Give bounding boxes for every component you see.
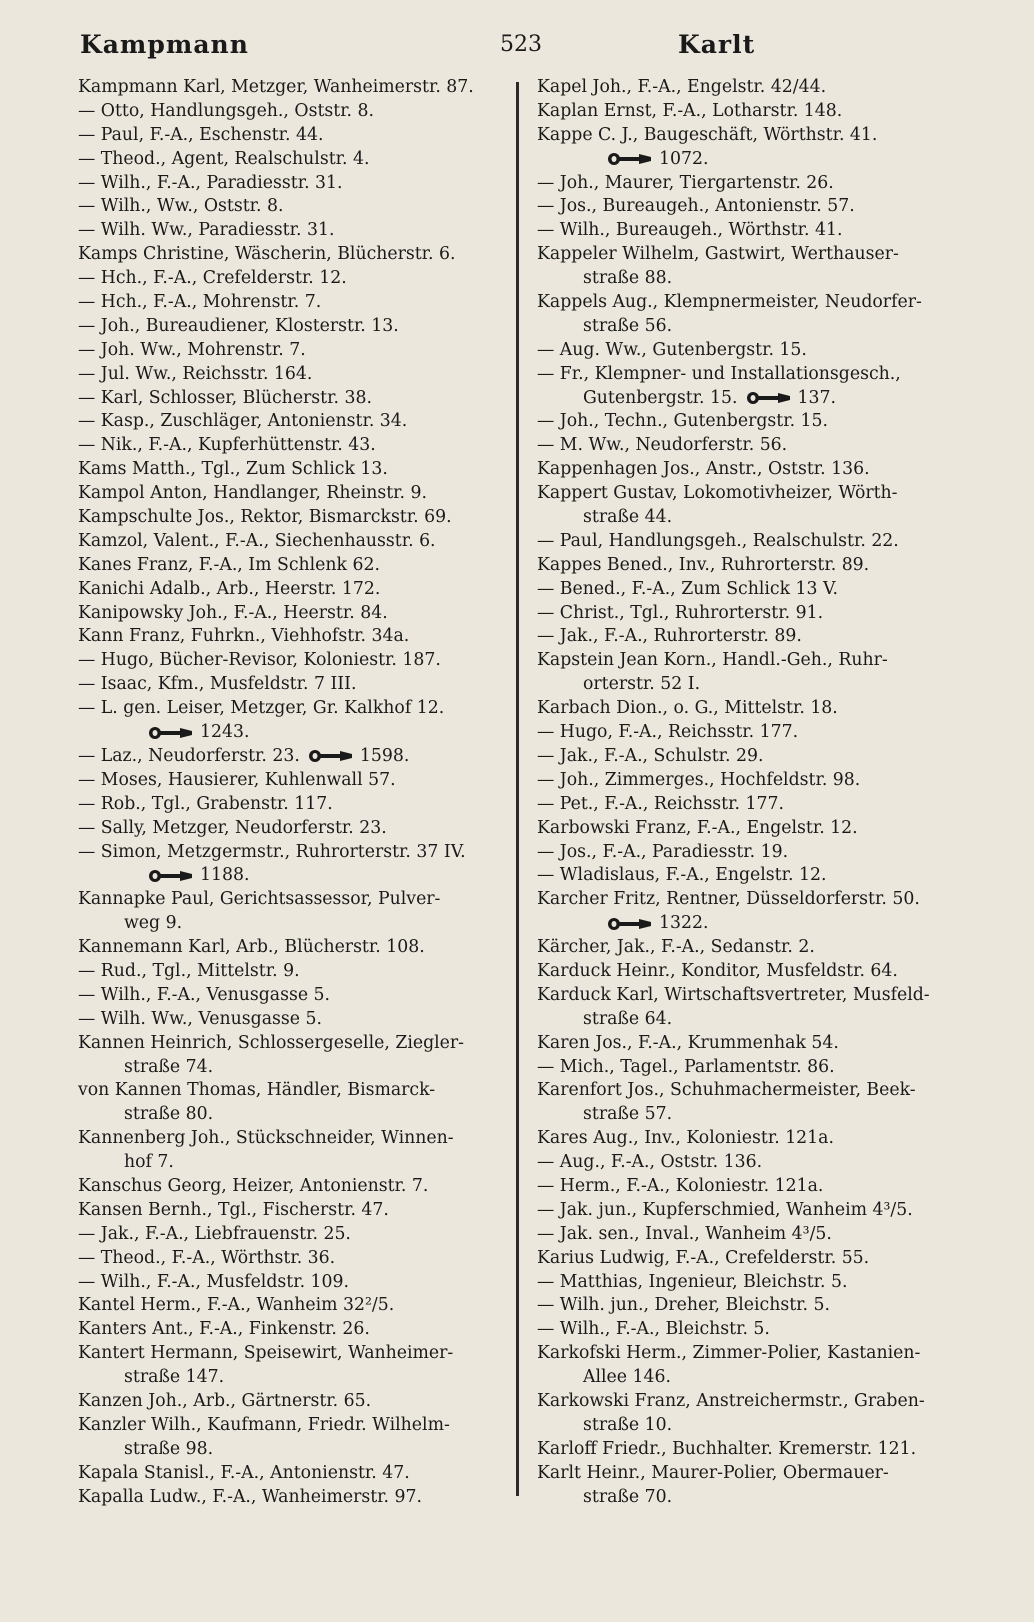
directory-entry [78, 1342, 516, 1366]
entry-text: hof 7. [124, 1152, 174, 1173]
directory-entry [537, 363, 975, 387]
telephone-icon [148, 726, 194, 740]
entry-text: Kannapke Paul, Gerichtsassessor, Pulver- [78, 889, 441, 910]
directory-entry [78, 1462, 516, 1486]
entry-text: — Joh., Bureaudiener, Klosterstr. 13. [78, 315, 399, 336]
entry-text: — Kasp., Zuschläger, Antonienstr. 34. [78, 411, 408, 432]
right-column [537, 76, 975, 1509]
entry-text: — Matthias, Ingenieur, Bleichstr. 5. [537, 1271, 848, 1292]
telephone-icon [308, 749, 354, 763]
directory-entry [537, 841, 975, 865]
entry-text: Karduck Karl, Wirtschaftsvertreter, Musfeld- [537, 984, 930, 1005]
entry-text: — Aug., F.-A., Oststr. 136. [537, 1152, 763, 1173]
entry-text: — Paul, Handlungsgeh., Realschulstr. 22. [537, 530, 899, 551]
entry-text: straße 44. [583, 507, 673, 528]
directory-entry [78, 458, 516, 482]
directory-entry [78, 1294, 516, 1318]
directory-entry [537, 1056, 975, 1080]
directory-entry [78, 602, 516, 626]
directory-entry [537, 458, 975, 482]
entry-text: — Pet., F.-A., Reichsstr. 177. [537, 793, 784, 814]
entry-text: Kanipowsky Joh., F.-A., Heerstr. 84. [78, 602, 388, 623]
entry-text: — Wladislaus, F.-A., Engelstr. 12. [537, 865, 827, 886]
entry-text: straße 80. [124, 1104, 214, 1125]
entry-text: Allee 146. [583, 1367, 671, 1388]
directory-entry [537, 554, 975, 578]
directory-entry [537, 673, 975, 697]
telephone-line [537, 148, 975, 172]
directory-entry [537, 100, 975, 124]
directory-entry [78, 793, 516, 817]
directory-entry [537, 745, 975, 769]
entry-text: Kanschus Georg, Heizer, Antonienstr. 7. [78, 1175, 429, 1196]
entry-text: straße 64. [583, 1008, 673, 1029]
entry-text: Gutenbergstr. 15. [583, 387, 738, 408]
directory-entry [78, 363, 516, 387]
entry-text: Kanes Franz, F.-A., Im Schlenk 62. [78, 554, 380, 575]
entry-text: Kappes Bened., Inv., Ruhrorterstr. 89. [537, 554, 870, 575]
telephone-icon [148, 869, 194, 883]
entry-text: — Laz., Neudorferstr. 23. [78, 745, 300, 766]
entry-text: — Jak. sen., Inval., Wanheim 4³/5. [537, 1223, 832, 1244]
entry-text: orterstr. 52 I. [583, 674, 701, 695]
entry-text: Kampmann Karl, Metzger, Wanheimerstr. 87. [78, 77, 474, 97]
entry-text: — Karl, Schlosser, Blücherstr. 38. [78, 387, 372, 408]
entry-text: — Wilh., Bureaugeh., Wörthstr. 41. [537, 220, 843, 241]
directory-entry [537, 936, 975, 960]
entry-text: straße 147. [124, 1367, 225, 1388]
entry-text: — Wilh., F.-A., Musfeldstr. 109. [78, 1271, 350, 1292]
entry-text: — Joh. Ww., Mohrenstr. 7. [78, 339, 306, 360]
directory-entry [78, 1223, 516, 1247]
directory-entry [78, 482, 516, 506]
directory-entry [537, 172, 975, 196]
entry-text: Kann Franz, Fuhrkn., Viehhofstr. 34a. [78, 626, 410, 647]
entry-text: Kapstein Jean Korn., Handl.-Geh., Ruhr- [537, 650, 888, 671]
entry-text: — Nik., F.-A., Kupferhüttenstr. 43. [78, 435, 376, 456]
entry-text: Kapel Joh., F.-A., Engelstr. 42/44. [537, 77, 827, 97]
telephone-number: 137. [797, 387, 836, 408]
telephone-number: 1598. [359, 745, 410, 766]
entry-text: Kamps Christine, Wäscherin, Blücherstr. 6. [78, 244, 456, 265]
entry-text: straße 74. [124, 1056, 214, 1077]
entry-text: — Theod., F.-A., Wörthstr. 36. [78, 1247, 336, 1268]
directory-entry [78, 410, 516, 434]
directory-entry [78, 649, 516, 673]
entry-text: — Christ., Tgl., Ruhrorterstr. 91. [537, 602, 824, 623]
directory-entry [537, 124, 975, 148]
directory-entry [78, 76, 516, 100]
entry-text: — M. Ww., Neudorferstr. 56. [537, 435, 788, 456]
directory-entry [537, 984, 975, 1008]
directory-entry [78, 387, 516, 411]
left-column [78, 76, 516, 1509]
directory-entry [537, 1366, 975, 1390]
directory-entry [537, 434, 975, 458]
directory-entry [78, 769, 516, 793]
entry-text: Karkowski Franz, Anstreichermstr., Graben- [537, 1390, 925, 1411]
directory-entry [78, 267, 516, 291]
directory-entry [78, 1486, 516, 1510]
entry-text: Kappert Gustav, Lokomotivheizer, Wörth- [537, 483, 898, 504]
entry-text: straße 98. [124, 1438, 214, 1459]
entry-text: 1243. [200, 722, 250, 743]
directory-entry [78, 172, 516, 196]
directory-entry [78, 1390, 516, 1414]
entry-text: — Wilh., F.-A., Paradiesstr. 31. [78, 172, 343, 193]
entry-text: — Bened., F.-A., Zum Schlick 13 V. [537, 578, 838, 599]
directory-entry [78, 506, 516, 530]
entry-text: Kapalla Ludw., F.-A., Wanheimerstr. 97. [78, 1486, 423, 1507]
directory-entry [537, 195, 975, 219]
directory-entry [78, 1056, 516, 1080]
directory-entry [78, 1103, 516, 1127]
directory-entry [78, 960, 516, 984]
directory-entry [78, 124, 516, 148]
entry-text: Kanichi Adalb., Arb., Heerstr. 172. [78, 578, 381, 599]
directory-entry [537, 864, 975, 888]
directory-entry [78, 817, 516, 841]
entry-text: — Rud., Tgl., Mittelstr. 9. [78, 960, 300, 981]
directory-entry [78, 1247, 516, 1271]
page-header [0, 28, 1034, 68]
directory-entry [537, 578, 975, 602]
directory-entry [537, 649, 975, 673]
directory-entry [537, 721, 975, 745]
entry-text: — Jos., Bureaugeh., Antonienstr. 57. [537, 196, 855, 217]
directory-entry [78, 888, 516, 912]
directory-entry [537, 1294, 975, 1318]
directory-entry [537, 697, 975, 721]
directory-entry [537, 1127, 975, 1151]
entry-text: — Jak. jun., Kupferschmied, Wanheim 4³/5. [537, 1199, 913, 1220]
directory-entry [537, 506, 975, 530]
entry-text: — Simon, Metzgermstr., Ruhrorterstr. 37 IV. [78, 841, 466, 862]
directory-entry [78, 1438, 516, 1462]
directory-entry [537, 339, 975, 363]
entry-text: — Wilh., Ww., Oststr. 8. [78, 196, 284, 217]
entry-text: Kampschulte Jos., Rektor, Bismarckstr. 69. [78, 507, 452, 528]
entry-text: — Jak., F.-A., Liebfrauenstr. 25. [78, 1223, 351, 1244]
directory-entry [78, 697, 516, 721]
entry-text: Karduck Heinr., Konditor, Musfeldstr. 64. [537, 960, 898, 981]
column-divider [516, 82, 519, 1496]
directory-entry [78, 1366, 516, 1390]
directory-entry [78, 530, 516, 554]
directory-entry [537, 1199, 975, 1223]
directory-entry [537, 1271, 975, 1295]
telephone-icon [607, 917, 653, 931]
entry-text: straße 57. [583, 1104, 673, 1125]
entry-text: Kappels Aug., Klempnermeister, Neudorfer- [537, 292, 922, 313]
directory-entry [78, 315, 516, 339]
entry-text: Kanzler Wilh., Kaufmann, Friedr. Wilhelm- [78, 1414, 450, 1435]
entry-text: Kannen Heinrich, Schlossergeselle, Ziegler- [78, 1032, 464, 1053]
directory-entry [78, 625, 516, 649]
entry-text: — Wilh. jun., Dreher, Bleichstr. 5. [537, 1295, 830, 1316]
directory-entry [78, 243, 516, 267]
entry-text: Kappe C. J., Baugeschäft, Wörthstr. 41. [537, 124, 878, 145]
page-number: 523 [500, 32, 542, 57]
directory-entry [78, 554, 516, 578]
entry-text: Kamzol, Valent., F.-A., Siechenhausstr. 6. [78, 530, 436, 551]
entry-text: Kannenberg Joh., Stückschneider, Winnen- [78, 1128, 454, 1149]
entry-text: Kares Aug., Inv., Koloniestr. 121a. [537, 1128, 834, 1149]
entry-text: Karlt Heinr., Maurer-Polier, Obermauer- [537, 1462, 889, 1483]
directory-entry [78, 1008, 516, 1032]
entry-text: — Joh., Zimmerges., Hochfeldstr. 98. [537, 769, 861, 790]
entry-text: Karcher Fritz, Rentner, Düsseldorferstr. 50. [537, 889, 920, 910]
entry-text: — Jak., F.-A., Ruhrorterstr. 89. [537, 626, 802, 647]
entry-text: — Mich., Tagel., Parlamentstr. 86. [537, 1056, 835, 1077]
directory-entry [537, 960, 975, 984]
entry-text: — Wilh., F.-A., Bleichstr. 5. [537, 1319, 770, 1340]
telephone-icon [746, 391, 792, 405]
directory-entry [537, 315, 975, 339]
directory-entry [537, 291, 975, 315]
entry-text: Karbowski Franz, F.-A., Engelstr. 12. [537, 817, 858, 838]
entry-text: — Isaac, Kfm., Musfeldstr. 7 III. [78, 674, 357, 695]
directory-entry [537, 243, 975, 267]
entry-text: Kampol Anton, Handlanger, Rheinstr. 9. [78, 483, 427, 504]
entry-text: Karenfort Jos., Schuhmachermeister, Beek- [537, 1080, 916, 1101]
directory-entry [78, 219, 516, 243]
directory-entry [537, 1103, 975, 1127]
directory-entry [78, 1318, 516, 1342]
directory-entry [78, 1032, 516, 1056]
entry-text: Kannemann Karl, Arb., Blücherstr. 108. [78, 937, 425, 958]
directory-entry [78, 291, 516, 315]
header-first-entry: Kampmann [80, 30, 249, 59]
directory-entry [537, 1151, 975, 1175]
entry-text: — Theod., Agent, Realschulstr. 4. [78, 148, 370, 169]
directory-entry [78, 100, 516, 124]
entry-text: — Jos., F.-A., Paradiesstr. 19. [537, 841, 789, 862]
entry-text: Kansen Bernh., Tgl., Fischerstr. 47. [78, 1199, 389, 1220]
telephone-line [78, 864, 516, 888]
entry-text: — Moses, Hausierer, Kuhlenwall 57. [78, 769, 396, 790]
entry-text: — Fr., Klempner- und Installationsgesch., [537, 363, 901, 384]
entry-text: straße 56. [583, 315, 673, 336]
directory-entry [78, 1199, 516, 1223]
directory-entry [537, 888, 975, 912]
entry-text: — Aug. Ww., Gutenbergstr. 15. [537, 339, 807, 360]
directory-entry [537, 1223, 975, 1247]
directory-entry [78, 578, 516, 602]
directory-entry [537, 602, 975, 626]
entry-text: — Joh., Techn., Gutenbergstr. 15. [537, 411, 829, 432]
entry-text: — Wilh. Ww., Paradiesstr. 31. [78, 220, 335, 241]
directory-entry [78, 841, 516, 865]
entry-text: 1188. [200, 865, 250, 886]
directory-entry [537, 1175, 975, 1199]
directory-entry [78, 1175, 516, 1199]
entry-text: Kanzen Joh., Arb., Gärtnerstr. 65. [78, 1390, 372, 1411]
entry-text: straße 88. [583, 268, 673, 289]
entry-text: straße 70. [583, 1486, 673, 1507]
directory-entry [78, 1414, 516, 1438]
entry-text: 1072. [659, 148, 709, 169]
telephone-line [537, 912, 975, 936]
entry-text: — L. gen. Leiser, Metzger, Gr. Kalkhof 12. [78, 698, 445, 719]
directory-entry [537, 1342, 975, 1366]
entry-text: straße 10. [583, 1414, 673, 1435]
telephone-line [78, 721, 516, 745]
entry-text: von Kannen Thomas, Händler, Bismarck- [78, 1080, 436, 1101]
directory-entry [78, 1127, 516, 1151]
directory-entry [537, 769, 975, 793]
entry-text: Karkofski Herm., Zimmer-Polier, Kastanien- [537, 1343, 921, 1364]
directory-entry [537, 410, 975, 434]
directory-entry [78, 1079, 516, 1103]
directory-entry [78, 745, 516, 769]
entry-text: Kaplan Ernst, F.-A., Lotharstr. 148. [537, 100, 843, 121]
directory-entry [537, 76, 975, 100]
directory-entry [537, 1462, 975, 1486]
entry-text: — Hugo, Bücher-Revisor, Koloniestr. 187. [78, 650, 441, 671]
entry-text: Karbach Dion., o. G., Mittelstr. 18. [537, 698, 838, 719]
directory-entry [537, 1486, 975, 1510]
entry-text: — Hugo, F.-A., Reichsstr. 177. [537, 722, 799, 743]
entry-text: Kärcher, Jak., F.-A., Sedanstr. 2. [537, 937, 815, 958]
entry-text: Kappenhagen Jos., Anstr., Oststr. 136. [537, 459, 870, 480]
entry-text: Kanters Ant., F.-A., Finkenstr. 26. [78, 1319, 370, 1340]
directory-entry [78, 148, 516, 172]
entry-text: Karius Ludwig, F.-A., Crefelderstr. 55. [537, 1247, 870, 1268]
directory-entry [537, 1414, 975, 1438]
directory-entry [78, 434, 516, 458]
entry-text: Kapala Stanisl., F.-A., Antonienstr. 47. [78, 1462, 410, 1483]
directory-entry [537, 793, 975, 817]
directory-entry [78, 1271, 516, 1295]
directory-entry [537, 530, 975, 554]
entry-text: Kappeler Wilhelm, Gastwirt, Werthauser- [537, 244, 899, 265]
entry-text: — Wilh. Ww., Venusgasse 5. [78, 1008, 322, 1029]
entry-text: Kantel Herm., F.-A., Wanheim 32²/5. [78, 1295, 395, 1316]
telephone-icon [607, 152, 653, 166]
entry-text: Karen Jos., F.-A., Krummenhak 54. [537, 1032, 839, 1053]
directory-entry [537, 1438, 975, 1462]
directory-entry [537, 1247, 975, 1271]
directory-entry [78, 912, 516, 936]
entry-text: — Jul. Ww., Reichsstr. 164. [78, 363, 313, 384]
directory-entry [537, 625, 975, 649]
entry-text: weg 9. [124, 913, 183, 934]
directory-entry [537, 387, 975, 411]
entry-text: — Wilh., F.-A., Venusgasse 5. [78, 984, 331, 1005]
entry-text: — Sally, Metzger, Neudorferstr. 23. [78, 817, 387, 838]
entry-text: — Otto, Handlungsgeh., Oststr. 8. [78, 100, 375, 121]
directory-entry [537, 1390, 975, 1414]
header-last-entry: Karlt [678, 30, 756, 59]
directory-entry [78, 984, 516, 1008]
entry-text: 1322. [659, 913, 709, 934]
entry-text: Kams Matth., Tgl., Zum Schlick 13. [78, 459, 388, 480]
entry-text: — Rob., Tgl., Grabenstr. 117. [78, 793, 333, 814]
directory-entry [78, 936, 516, 960]
directory-entry [537, 482, 975, 506]
entry-text: — Hch., F.-A., Crefelderstr. 12. [78, 268, 347, 289]
directory-entry [78, 339, 516, 363]
entry-text: — Hch., F.-A., Mohrenstr. 7. [78, 292, 322, 313]
directory-entry [78, 195, 516, 219]
directory-entry [537, 219, 975, 243]
directory-entry [537, 1079, 975, 1103]
entry-text: — Joh., Maurer, Tiergartenstr. 26. [537, 172, 834, 193]
directory-entry [537, 267, 975, 291]
directory-entry [537, 1032, 975, 1056]
entry-text: — Paul, F.-A., Eschenstr. 44. [78, 124, 324, 145]
directory-entry [537, 1008, 975, 1032]
directory-entry [78, 673, 516, 697]
entry-text: — Herm., F.-A., Koloniestr. 121a. [537, 1175, 824, 1196]
directory-entry [537, 817, 975, 841]
entry-text: Kantert Hermann, Speisewirt, Wanheimer- [78, 1343, 454, 1364]
entry-text: Karloff Friedr., Buchhalter. Kremerstr. 121. [537, 1438, 917, 1459]
directory-entry [537, 1318, 975, 1342]
entry-text: — Jak., F.-A., Schulstr. 29. [537, 745, 764, 766]
directory-entry [78, 1151, 516, 1175]
